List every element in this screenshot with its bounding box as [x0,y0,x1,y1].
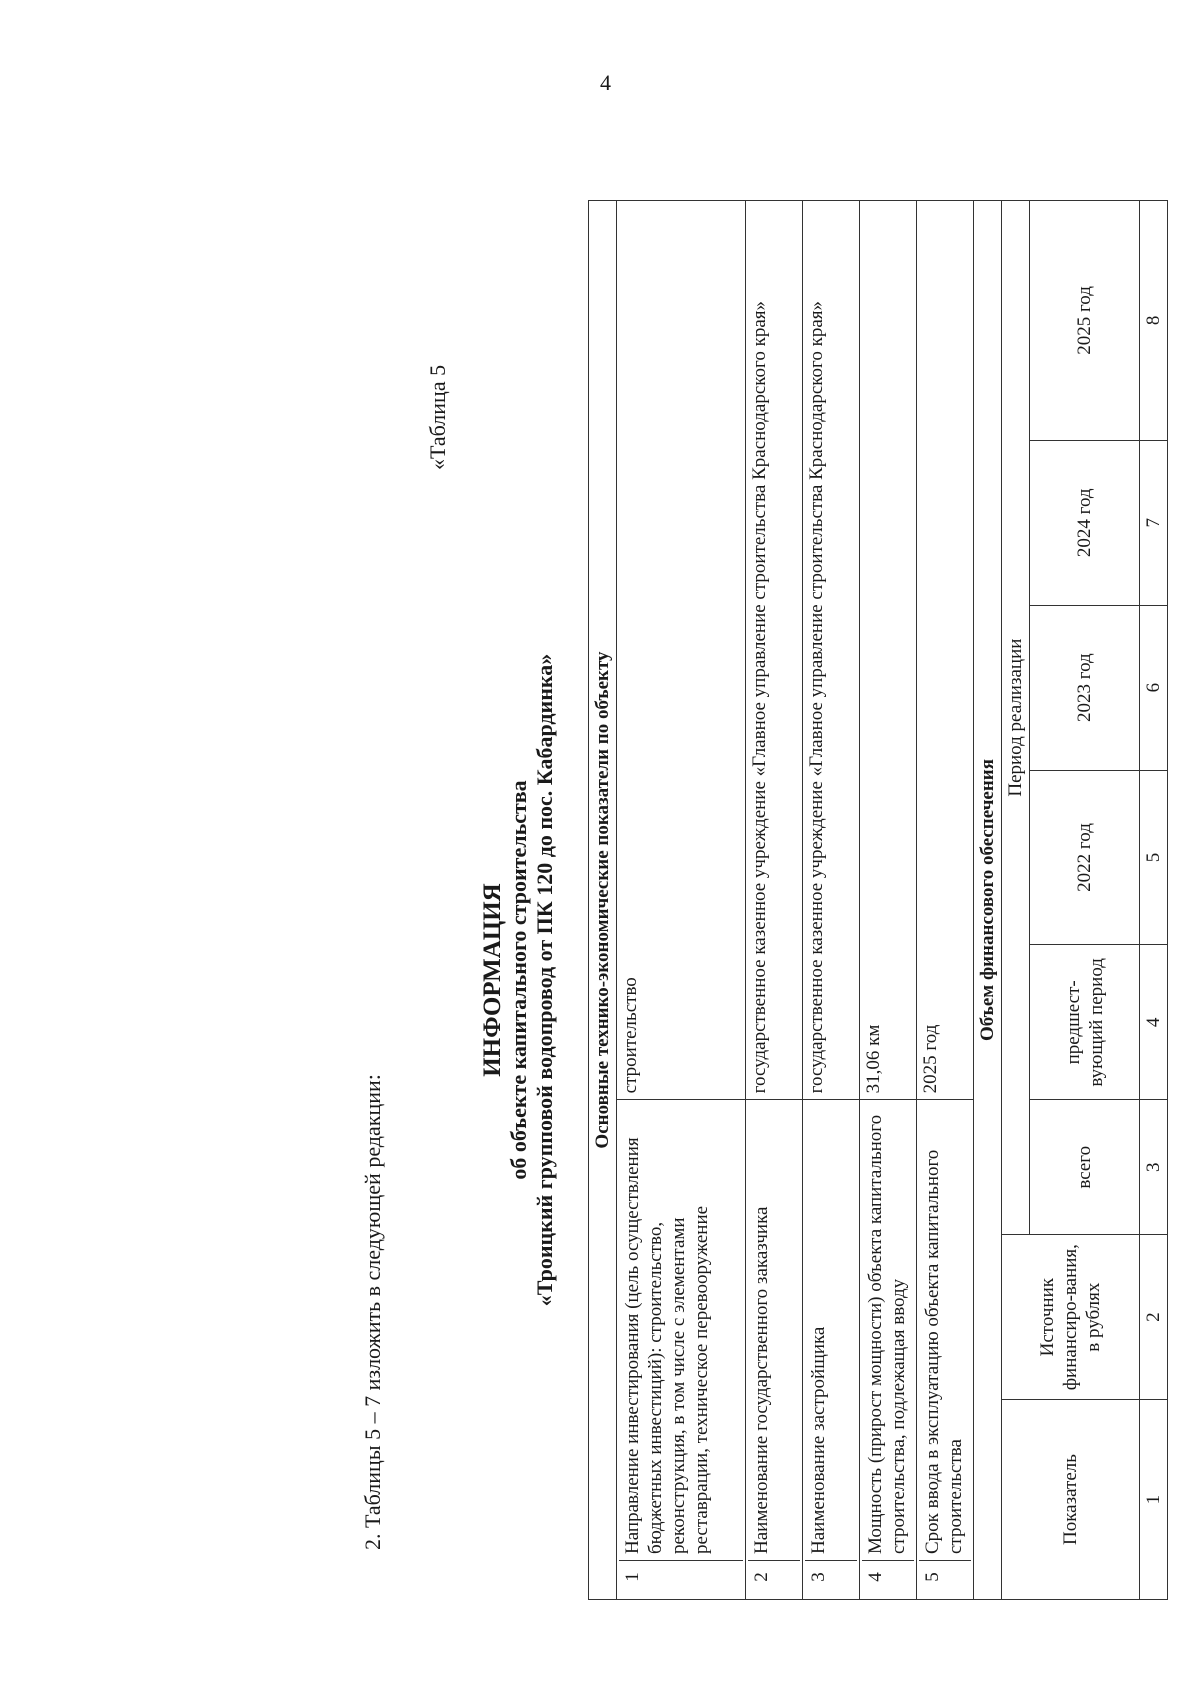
column-number: 3 [1140,1100,1168,1235]
row-value: 31,06 км [860,201,917,1100]
section-title-financing: Объем финансового обеспечения [974,201,1002,1600]
row-value: государственное казенное учреждение «Главное управление строительства Краснодарского края» [803,201,860,1100]
row-number: 5 [919,1561,971,1594]
row-value: строительство [617,201,746,1100]
section-title-indicators: Основные технико-экономические показатели по объекту [589,201,617,1600]
page-number: 4 [600,70,611,95]
column-number: 6 [1140,605,1168,770]
header-period: Период реализации [1002,201,1030,1235]
fin-header-row [1002,201,1030,1600]
row-label-cell [746,1100,803,1600]
header-indicator: Показатель [1002,1400,1140,1600]
header-year-2022: 2022 год [1030,770,1140,945]
heading-title: ИНФОРМАЦИЯ [479,883,506,1077]
row-label-cell [617,1100,746,1600]
row-label: Срок ввода в эксплуатацию объекта капитального строительства [922,1149,966,1554]
heading-object-name: «Троицкий групповой водопровод от ПК 120 до пос. Кабардинка» [532,653,557,1307]
column-number: 2 [1140,1235,1168,1400]
document-heading [480,360,558,1600]
row-label: Наименование застройщика [808,1326,829,1554]
table-row [746,201,803,1600]
column-number: 8 [1140,201,1168,441]
intro-text: 2. Таблицы 5 – 7 изложить в следующей редакции: [360,1074,385,1550]
row-number: 4 [862,1561,914,1594]
header-total: всего [1030,1100,1140,1235]
column-number: 4 [1140,945,1168,1100]
row-label-cell [860,1100,917,1600]
column-number: 7 [1140,440,1168,605]
row-label: Наименование государственного заказчика [751,1206,772,1554]
header-source: Источник финансиро-вания, в рублях [1002,1235,1140,1400]
header-previous-period: предшест-вующий период [1030,945,1140,1100]
object-info-table [588,200,1168,1600]
row-label: Направление инвестирования (цель осуществления бюджетных инвестиций): строительство, реконструкция, в том числе с элементами реставрации, техническое перевооружение [622,1137,712,1554]
column-number: 5 [1140,770,1168,945]
row-label-cell [917,1100,974,1600]
row-value: государственное казенное учреждение «Главное управление строительства Краснодарского края» [746,201,803,1100]
heading-subtitle: об объекте капитального строительства [506,780,531,1180]
table-row [803,201,860,1600]
row-label: Мощность (прирост мощности) объекта капитального строительства, подлежащая вводу [865,1114,909,1554]
row-number: 1 [619,1561,743,1594]
row-number: 3 [805,1561,857,1594]
row-value: 2025 год [917,201,974,1100]
column-number: 1 [1140,1400,1168,1600]
rotated-content [360,120,1164,1600]
table-label: «Таблица 5 [425,364,450,470]
header-year-2024: 2024 год [1030,440,1140,605]
table-row [617,201,746,1600]
header-year-2025: 2025 год [1030,201,1140,441]
row-number: 2 [748,1561,800,1594]
table-row [860,201,917,1600]
row-label-cell [803,1100,860,1600]
column-numbers-row [1140,201,1168,1600]
table-row [917,201,974,1600]
header-year-2023: 2023 год [1030,605,1140,770]
